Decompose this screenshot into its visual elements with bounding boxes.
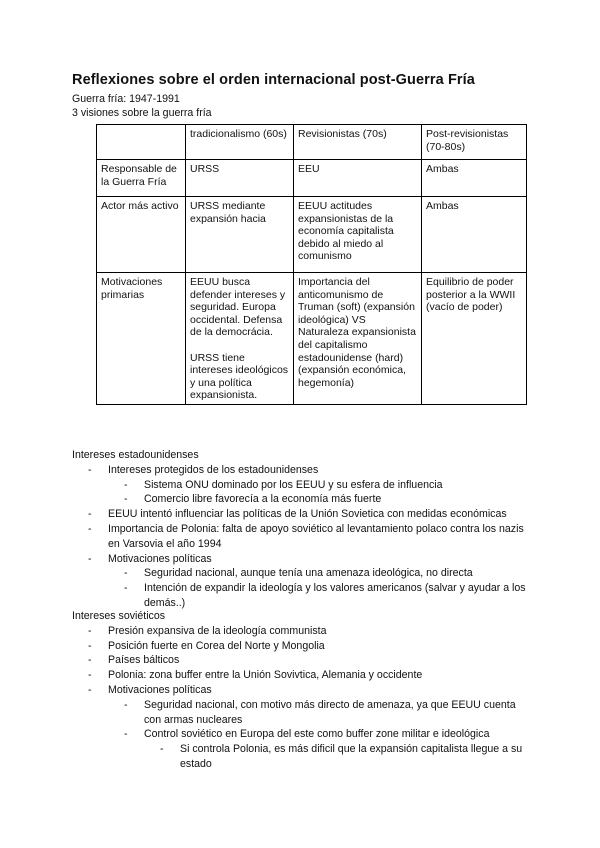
subtitle-visions: 3 visiones sobre la guerra fría (72, 107, 212, 119)
list-item-text: Sistema ONU dominado por los EEUU y su esfera de influencia (144, 478, 443, 491)
list-item (88, 624, 532, 639)
bullet-dash-icon: - (88, 463, 92, 476)
list-item (124, 727, 532, 742)
table-cell: Equilibrio de poder posterior a la WWII (vacío de poder) (422, 273, 527, 405)
table-cell: Ambas (422, 160, 527, 197)
bullet-dash-icon: - (88, 654, 92, 667)
list-item-text: Intención de expandir la ideología y los valores americanos (salvar y ayudar a los demás..) (144, 582, 526, 609)
bullet-dash-icon: - (160, 743, 164, 756)
list-item-text: Presión expansiva de la ideología communista (108, 624, 327, 637)
list-item (124, 698, 532, 728)
table-cell: URSS mediante expansión hacia (186, 197, 294, 273)
table-row (97, 273, 527, 405)
list-item (88, 639, 532, 654)
subtitle-period: Guerra fría: 1947-1991 (72, 93, 180, 105)
soviet-interests-heading: Intereses soviéticos (72, 610, 166, 622)
list-item-text: Comercio libre favorecía a la economía más fuerte (144, 493, 382, 506)
table-header-cell: Post-revisionistas (70-80s) (422, 125, 527, 160)
bullet-dash-icon: - (124, 478, 128, 491)
list-item-text: Importancia de Polonia: falta de apoyo soviético al levantamiento polaco contra los nazis en Varsovia el año 1994 (108, 522, 524, 550)
list-item-text: Motivaciones políticas (108, 552, 212, 565)
table-cell: Ambas (422, 197, 527, 273)
table-cell: EEUU busca defender intereses y seguridad. Europa occidental. Defensa de la democrácia. URSS tiene intereses ideológicos y una política expansionista. (186, 273, 294, 405)
list-item (124, 581, 532, 611)
list-item-text: Motivaciones políticas (108, 683, 212, 696)
bullet-dash-icon: - (88, 683, 92, 696)
bullet-dash-icon: - (88, 552, 92, 565)
document-title: Reflexiones sobre el orden internacional post-Guerra Fría (72, 72, 475, 88)
bullet-dash-icon: - (88, 508, 92, 521)
table-row (97, 197, 527, 273)
list-item-text: Control soviético en Europa del este como buffer zone militar e ideológica (144, 728, 490, 741)
bullet-dash-icon: - (88, 639, 92, 652)
list-item-text: Intereses protegidos de los estadounidenses (108, 463, 319, 476)
bullet-dash-icon: - (124, 728, 128, 741)
table-cell: Motivaciones primarias (97, 273, 186, 405)
table-header-row (97, 125, 527, 160)
list-item (88, 668, 532, 683)
bullet-dash-icon: - (88, 669, 92, 682)
us-interests-heading: Intereses estadounidenses (72, 449, 199, 461)
table-row (97, 160, 527, 197)
list-item-text: Seguridad nacional, aunque tenía una amenaza ideológica, no directa (144, 567, 473, 580)
list-item (160, 742, 532, 772)
bullet-dash-icon: - (88, 522, 92, 535)
list-item (124, 566, 532, 581)
list-item-text: Posición fuerte en Corea del Norte y Mongolia (108, 639, 325, 652)
us-interests-list (72, 463, 532, 611)
bullet-dash-icon: - (124, 698, 128, 711)
table-cell: EEUU actitudes expansionistas de la economía capitalista debido al miedo al comunismo (294, 197, 422, 273)
list-item-text: Si controla Polonia, es más dificil que la expansión capitalista llegue a su estado (180, 743, 523, 770)
list-item (124, 478, 532, 493)
table-cell: Actor más activo (97, 197, 186, 273)
list-item (88, 653, 532, 668)
list-item (88, 463, 532, 478)
bullet-dash-icon: - (124, 582, 128, 595)
bullet-dash-icon: - (124, 567, 128, 580)
table-header-cell: Revisionistas (70s) (294, 125, 422, 160)
soviet-interests-section (72, 609, 532, 772)
us-interests-section (72, 448, 532, 611)
bullet-dash-icon: - (88, 624, 92, 637)
bullet-dash-icon: - (124, 493, 128, 506)
list-item-text: Seguridad nacional, con motivo más directo de amenaza, ya que EEUU cuenta con armas nucleares (144, 698, 516, 726)
comparison-table (96, 124, 527, 405)
list-item (88, 507, 532, 522)
list-item-text: EEUU intentó influenciar las políticas de la Unión Sovietica con medidas económicas (108, 508, 507, 521)
list-item (88, 683, 532, 698)
soviet-interests-list (72, 624, 532, 772)
table-cell: Importancia del anticomunismo de Truman (soft) (expansión ideológica) VS Naturaleza expansionista del capitalismo estadounidense (hard)(expansión económica, hegemonía) (294, 273, 422, 405)
table-cell: EEU (294, 160, 422, 197)
table-cell: URSS (186, 160, 294, 197)
list-item-text: Polonia: zona buffer entre la Unión Sovivtica, Alemania y occidente (108, 669, 423, 682)
list-item (124, 492, 532, 507)
table-cell: Responsable de la Guerra Fría (97, 160, 186, 197)
table-header-cell (97, 125, 186, 160)
table-header-cell: tradicionalismo (60s) (186, 125, 294, 160)
list-item (88, 522, 532, 552)
list-item (88, 552, 532, 567)
list-item-text: Países bálticos (108, 654, 180, 667)
